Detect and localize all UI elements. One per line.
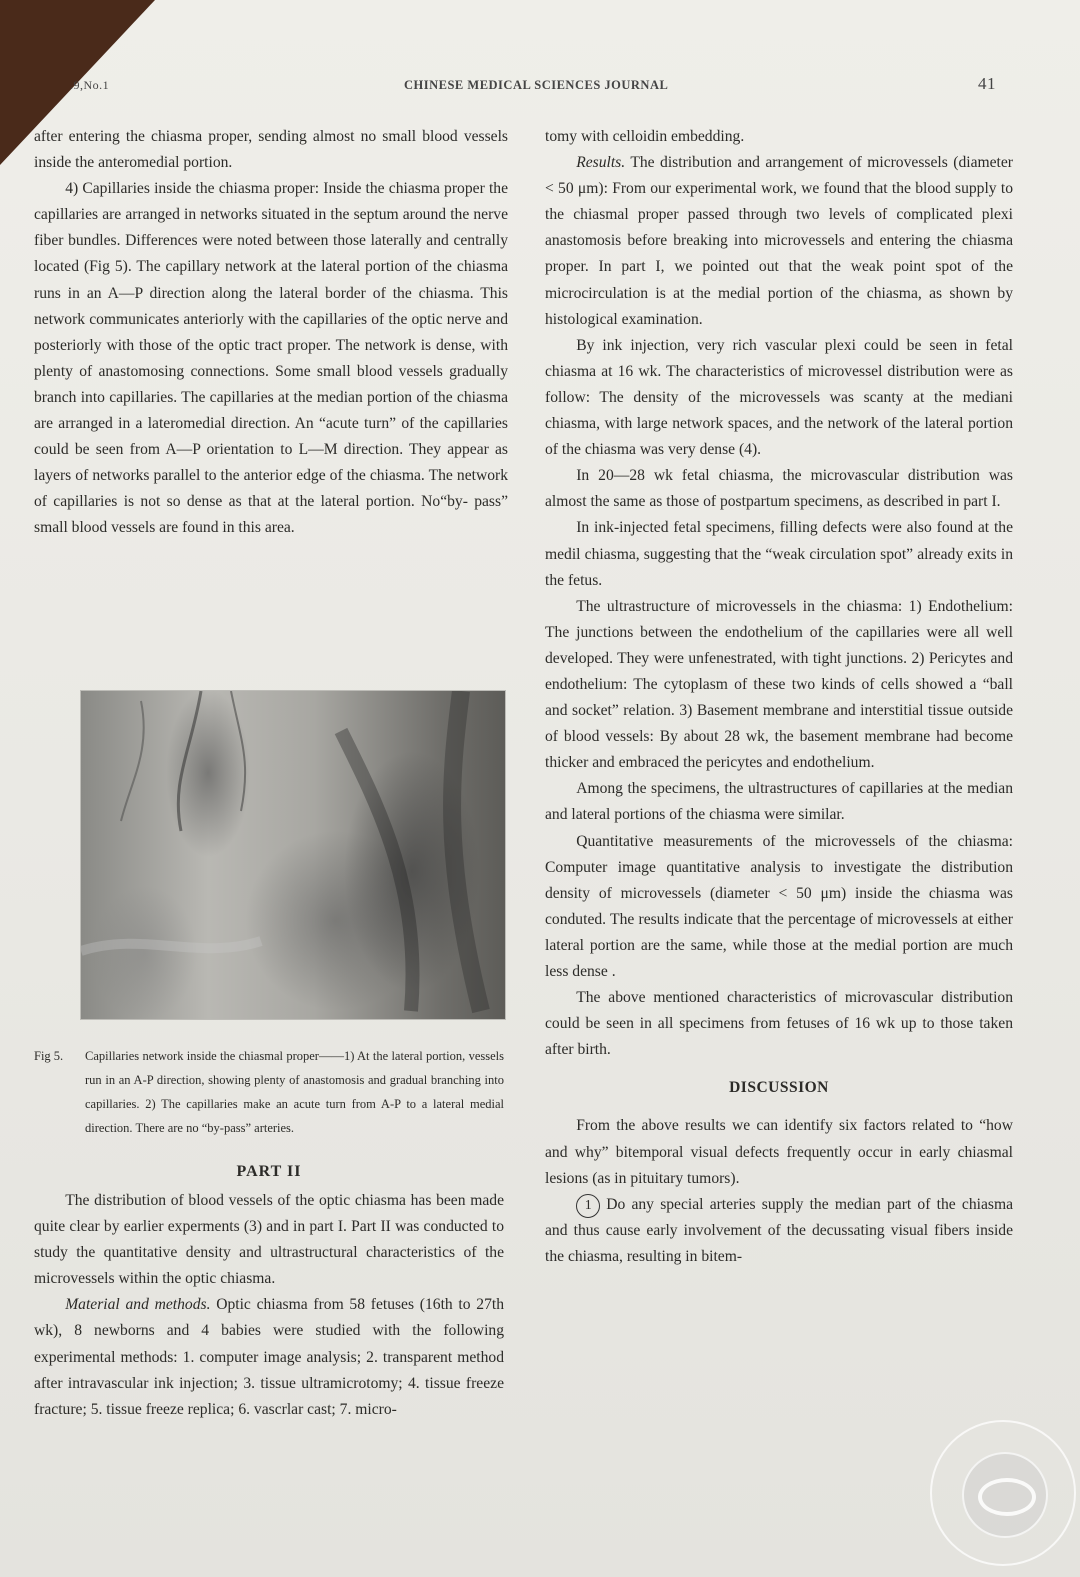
museum-watermark-seal xyxy=(930,1420,1076,1566)
journal-title: CHINESE MEDICAL SCIENCES JOURNAL xyxy=(404,78,669,92)
list-item xyxy=(545,1192,1013,1270)
eye-icon xyxy=(978,1478,1036,1516)
left-column-top xyxy=(34,124,508,542)
results-label: Results. xyxy=(576,154,626,172)
paragraph: From the above results we can identify six factors related to “how and why” bitemporal visual defects frequently occur in early chiasmal lesions (as in pituitary tumors). xyxy=(545,1117,1013,1187)
caption-text: Capillaries network inside the chiasmal proper——1) At the lateral portion, vessels run in an A-P direction, showing plenty of anastomosis and gradual branching into capillaries. 2) The capillaries make an acute turn from A-P to a lateral medial direction. There are no “by-pass” arteries. xyxy=(85,1049,504,1135)
watermark-inner-disc xyxy=(962,1452,1048,1538)
micrograph-texture xyxy=(81,691,505,1019)
paragraph: In 20—28 wk fetal chiasma, the microvascular distribution was almost the same as those of postpartum specimens, as described in part I. xyxy=(545,467,1013,511)
paragraph xyxy=(34,1292,504,1422)
volume-issue: .9,No.1 xyxy=(70,78,110,92)
paragraph: 4) Capillaries inside the chiasma proper: Inside the chiasma proper the capillaries are arranged in networks situated in the septum around the nerve fiber bundles. Differences were noted between those laterally and centrally located (Fig 5). The capillary network at the lateral portion of the chiasma runs in an A—P direction along the lateral border of the chiasma. This network communicates anteriorly with the capillaries of the optic nerve and posteriorly with those of the optic tract proper. The network is dense, with plenty of anastomosing connections. Some small blood vessels gradually branch into capillaries. The capillaries at the median portion of the chiasma are arranged in a lateromedial direction. An “acute turn” of the capillaries could be seen from A—P orientation to L—M direction. They appear as layers of networks parallel to the anterior edge of the chiasma. The network of capillaries is not so dense as that at the lateral portion. No“by- pass” small blood vessels are found in this area. xyxy=(34,180,508,537)
circled-number: 1 xyxy=(576,1194,600,1218)
paragraph: By ink injection, very rich vascular plexi could be seen in fetal chiasma at 16 wk. The characteristics of microvessel distribution were as follow: The density of the microvessels was scanty at the mediani chiasma, with large network spaces, and the network of the lateral portion of the chiasma was very dense (4). xyxy=(545,336,1013,459)
running-head xyxy=(0,74,1080,98)
methods-text: Optic chiasma from 58 fetuses (16th to 27th wk), 8 newborns and 4 babies were studied with the following experimental methods: 1. computer image analysis; 2. transparent method after intravascular ink injection; 3. tissue ultramicrotomy; 4. tissue freeze fracture; 5. tissue freeze replica; 6. vascrlar cast; 7. micro- xyxy=(34,1296,504,1418)
section-heading-part-2: PART II xyxy=(236,1163,302,1180)
section-heading-discussion: DISCUSSION xyxy=(729,1079,829,1097)
left-column-bottom xyxy=(34,1188,504,1423)
figure-caption xyxy=(34,1044,504,1140)
paragraph: In ink-injected fetal specimens, filling defects were also found at the medil chiasma, suggesting that the “weak circulation spot” already exits in the fetus. xyxy=(545,519,1013,589)
paragraph: The distribution of blood vessels of the optic chiasma has been made quite clear by earlier experments (3) and in part I. Part II was conducted to study the quantitative density and ultrastructural characteristics of the microvessels within the optic chiasma. xyxy=(34,1192,504,1288)
paragraph: The ultrastructure of microvessels in the chiasma: 1) Endothelium: The junctions between the endothelium of the capillaries were all well developed. They were unfenestrated, with tight junctions. 2) Pericytes and endothelium: The cytoplasm of these two kinds of cells showed a “ball and socket” relation. 3) Basement membrane and interstitial tissue outside of blood vessels: By about 28 wk, the basement membrane had become thicker and embraced the pericytes and endothelium. xyxy=(545,597,1013,772)
paragraph: Quantitative measurements of the microvessels of the chiasma: Computer image quantitative analysis to investigate the distribution density of microvessels (diameter < 50 μm) inside the chiasma was conduted. The results indicate that the percentage of microvessels at either lateral portion are the same, while those at the medial portion are much less dense . xyxy=(545,832,1013,980)
paragraph: Among the specimens, the ultrastructures of capillaries at the median and lateral portions of the chiasma were similar. xyxy=(545,780,1013,824)
paragraph: The above mentioned characteristics of microvascular distribution could be seen in all specimens from fetuses of 16 wk up to those taken after birth. xyxy=(545,989,1013,1059)
right-column xyxy=(545,124,1013,1270)
results-text: The distribution and arrangement of microvessels (diameter < 50 μm): From our experimental work, we found that the blood supply to the chiasmal proper passed through two levels of complicated plexi anastomosis before breaking into microvessels and entering the chiasma proper. In part I, we pointed out that the weak point spot of the microcirculation is at the medial portion of the chiasma, as shown by histological examination. xyxy=(545,154,1013,328)
paragraph: after entering the chiasma proper, sending almost no small blood vessels inside the anteromedial portion. xyxy=(34,128,508,172)
page-number: 41 xyxy=(978,74,996,93)
figure-5-micrograph xyxy=(80,690,506,1020)
methods-label: Material and methods. xyxy=(65,1296,211,1314)
paragraph: tomy with celloidin embedding. xyxy=(545,128,745,145)
paragraph xyxy=(545,150,1013,333)
caption-label: Fig 5. xyxy=(34,1049,64,1063)
list-item-text: Do any special arteries supply the median part of the chiasma and thus cause early involvement of the decussating visual fibers inside the chiasma, resulting in bitem- xyxy=(545,1195,1013,1265)
